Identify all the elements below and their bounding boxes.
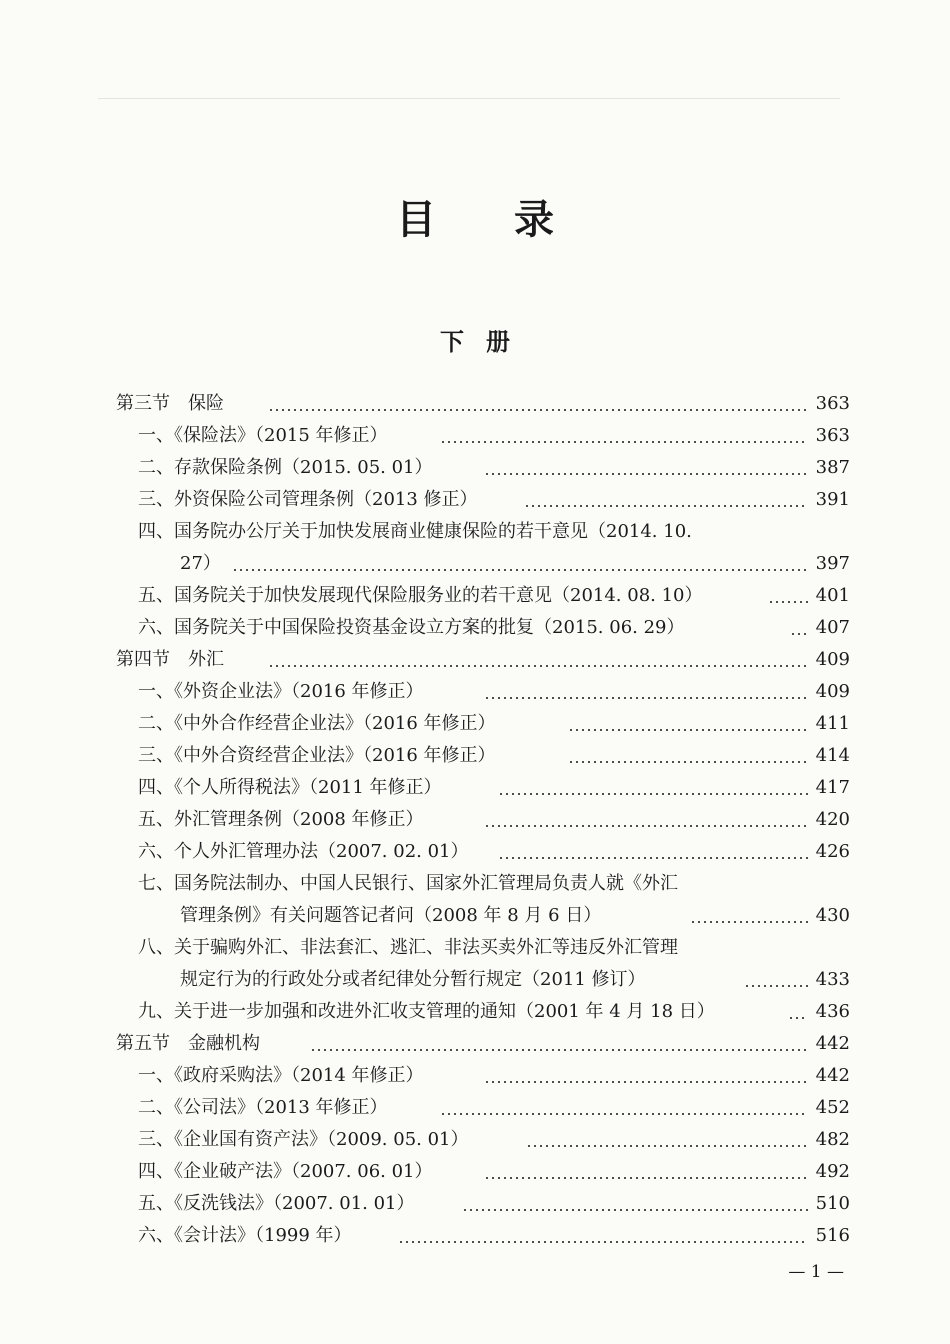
toc-item[interactable] [0,1124,950,1156]
toc-page-number: 363 [815,425,850,446]
toc-item[interactable] [0,1156,950,1188]
toc-entry-title: 五、外汇管理条例（2008 年修正） [138,809,424,830]
leader-dots [440,1092,808,1124]
leader-dots [484,1156,808,1188]
toc-item[interactable] [0,1092,950,1124]
toc-item[interactable] [0,612,950,644]
leader-dots [268,388,808,420]
toc-item[interactable] [0,516,950,548]
toc-entry-title: 四、《个人所得税法》（2011 年修正） [138,777,442,798]
toc-page-number: 516 [815,1225,850,1246]
toc-page-number: 417 [815,777,850,798]
leader-dots [484,804,808,836]
leader-dots [440,420,808,452]
toc-section[interactable] [0,388,950,420]
toc-entry-title: 管理条例》有关问题答记者问（2008 年 8 月 6 日） [180,905,602,926]
toc-page-number: 433 [815,969,850,990]
leader-dots [526,1124,808,1156]
leader-dots [484,1060,808,1092]
toc-item[interactable] [0,996,950,1028]
toc-item[interactable] [0,452,950,484]
toc-page-number: 401 [815,585,850,606]
toc-item[interactable] [0,708,950,740]
toc-item[interactable] [0,804,950,836]
toc-page-number: 436 [815,1001,850,1022]
toc-page-number: 397 [815,553,850,574]
toc-item[interactable] [0,740,950,772]
toc-entry-title: 六、国务院关于中国保险投资基金设立方案的批复（2015. 06. 29） [138,617,685,638]
leader-dots [484,452,808,484]
toc-entry-title: 27） [180,553,221,574]
toc-item[interactable] [0,676,950,708]
toc-entry-title: 二、《公司法》（2013 年修正） [138,1097,388,1118]
leader-dots [498,836,808,868]
toc-entry-title: 四、《企业破产法》（2007. 06. 01） [138,1161,433,1182]
toc-entry-title: 三、《中外合资经营企业法》（2016 年修正） [138,745,496,766]
toc-item[interactable] [0,484,950,516]
toc-page-number: 407 [815,617,850,638]
toc-page-number: 409 [815,681,850,702]
toc-item-continued[interactable] [0,964,950,996]
toc-entry-title: 五、国务院关于加快发展现代保险服务业的若干意见（2014. 08. 10） [138,585,703,606]
toc-entry-title: 规定行为的行政处分或者纪律处分暂行规定（2011 修订） [180,969,646,990]
leader-dots [790,612,808,644]
toc-item[interactable] [0,420,950,452]
toc-entry-title: 第五节 金融机构 [116,1033,260,1054]
leader-dots [268,644,808,676]
toc-item[interactable] [0,932,950,964]
toc-entry-title: 七、国务院法制办、中国人民银行、国家外汇管理局负责人就《外汇 [138,873,678,894]
toc-page-number: 426 [815,841,850,862]
toc-entry-title: 六、《会计法》（1999 年） [138,1225,352,1246]
title-char-2: 录 [514,196,554,243]
leader-dots [398,1220,808,1252]
toc-entry-title: 六、个人外汇管理办法（2007. 02. 01） [138,841,469,862]
toc-entry-title: 一、《保险法》（2015 年修正） [138,425,388,446]
leader-dots [768,580,808,612]
toc-page-number: 387 [815,457,850,478]
toc-item[interactable] [0,1220,950,1252]
leader-dots [310,1028,808,1060]
page-title [0,188,950,245]
toc-item[interactable] [0,1188,950,1220]
toc-page-number: 442 [815,1033,850,1054]
leader-dots [568,740,808,772]
toc-page-number: 420 [815,809,850,830]
toc-entry-title: 三、《企业国有资产法》（2009. 05. 01） [138,1129,469,1150]
volume-char-1: 下 [440,327,464,356]
volume-char-2: 册 [486,327,510,356]
header-rule [98,98,840,99]
toc-item[interactable] [0,772,950,804]
toc-entry-title: 九、关于进一步加强和改进外汇收支管理的通知（2001 年 4 月 18 日） [138,1001,715,1022]
toc-entry-title: 第三节 保险 [116,393,224,414]
toc-page-number: 409 [815,649,850,670]
toc-entry-title: 四、国务院办公厅关于加快发展商业健康保险的若干意见（2014. 10. [138,521,692,542]
toc-page-number: 414 [815,745,850,766]
toc-item[interactable] [0,1060,950,1092]
toc-entry-title: 第四节 外汇 [116,649,224,670]
toc-item-continued[interactable] [0,548,950,580]
leader-dots [568,708,808,740]
leader-dots [498,772,808,804]
toc-entry-title: 五、《反洗钱法》（2007. 01. 01） [138,1193,415,1214]
toc-page-number: 363 [815,393,850,414]
toc-entry-title: 二、存款保险条例（2015. 05. 01） [138,457,433,478]
leader-dots [484,676,808,708]
toc-item[interactable] [0,868,950,900]
toc-section[interactable] [0,1028,950,1060]
leader-dots [788,996,808,1028]
title-char-1: 目 [396,196,436,243]
toc-item[interactable] [0,580,950,612]
toc-page-number: 482 [815,1129,850,1150]
toc-page-number: 430 [815,905,850,926]
toc-page-number: 411 [815,713,850,734]
toc-entry-title: 一、《外资企业法》（2016 年修正） [138,681,424,702]
toc-entry-title: 八、关于骗购外汇、非法套汇、逃汇、非法买卖外汇等违反外汇管理 [138,937,678,958]
toc-item-continued[interactable] [0,900,950,932]
leader-dots [690,900,808,932]
volume-title [0,322,950,357]
toc-entry-title: 二、《中外合作经营企业法》（2016 年修正） [138,713,496,734]
toc-page-number: 492 [815,1161,850,1182]
toc-section[interactable] [0,644,950,676]
toc-page-number: 510 [815,1193,850,1214]
toc-page-number: 391 [815,489,850,510]
toc-page-number: 442 [815,1065,850,1086]
toc-page-number: 452 [815,1097,850,1118]
leader-dots [744,964,808,996]
toc-entry-title: 三、外资保险公司管理条例（2013 修正） [138,489,478,510]
leader-dots [524,484,808,516]
leader-dots [462,1188,808,1220]
leader-dots [232,548,808,580]
toc-entry-title: 一、《政府采购法》（2014 年修正） [138,1065,424,1086]
page-number-footer: — 1 — [788,1262,844,1282]
toc-item[interactable] [0,836,950,868]
